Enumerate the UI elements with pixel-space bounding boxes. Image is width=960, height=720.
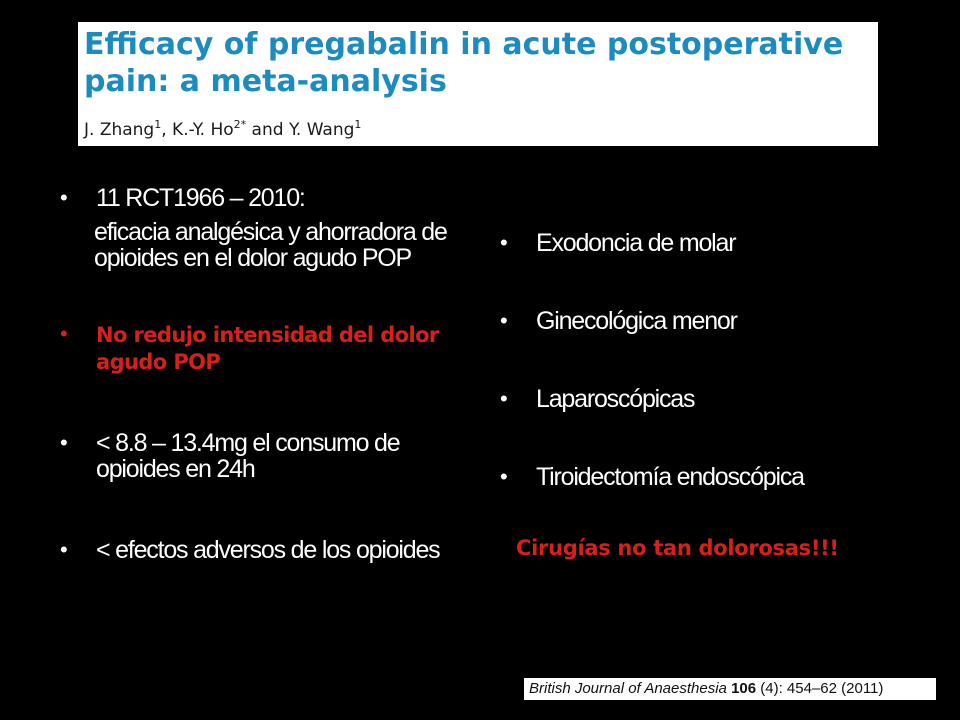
bullet-icon: • — [60, 537, 67, 562]
list-item — [60, 219, 460, 271]
author-affiliation: 1 — [354, 118, 362, 131]
list-item-text: No redujo intensidad del dolor agudo POP — [96, 323, 439, 374]
list-item-text: Ginecológica menor — [536, 307, 737, 335]
list-item — [60, 185, 460, 211]
author-separator: , — [161, 120, 173, 140]
list-item — [500, 308, 920, 334]
list-item-text: Laparoscópicas — [536, 385, 695, 413]
list-item — [500, 386, 920, 412]
bullet-icon: • — [500, 308, 507, 333]
author-affiliation: 1 — [154, 118, 162, 131]
bullet-icon: • — [60, 321, 67, 346]
list-item — [500, 464, 920, 490]
citation-journal: British Journal of Anaesthesia — [529, 680, 727, 697]
article-authors — [84, 120, 361, 140]
list-item — [60, 321, 460, 375]
author-name: Y. Wang — [288, 120, 355, 140]
citation — [524, 678, 936, 700]
list-item-text: < efectos adversos de los opioides — [96, 536, 440, 564]
author-name: J. Zhang — [84, 120, 155, 140]
list-item-text: 11 RCT1966 – 2010: — [96, 184, 305, 212]
list-item-text: < 8.8 – 13.4mg el consumo de opioides en 24h — [96, 429, 400, 483]
right-bullet-list — [500, 230, 920, 490]
callout-text: Cirugías no tan dolorosas!!! — [516, 536, 839, 560]
article-title: Efficacy of pregabalin in acute postoperative pain: a meta-analysis — [84, 27, 844, 99]
citation-issue: (4): 454–62 (2011) — [756, 680, 884, 697]
bullet-icon: • — [60, 185, 67, 210]
author-separator: and — [246, 120, 289, 140]
list-item-text: Exodoncia de molar — [536, 229, 736, 257]
list-item — [60, 537, 460, 563]
bullet-icon: • — [60, 430, 67, 455]
article-header-image — [78, 22, 878, 146]
bullet-icon: • — [500, 464, 507, 489]
list-item-text: eficacia analgésica y ahorradora de opioides en el dolor agudo POP — [94, 218, 447, 272]
left-bullet-list — [60, 185, 460, 563]
list-item — [60, 430, 460, 482]
list-item-text: Tiroidectomía endoscópica — [536, 463, 804, 491]
author-name: K.-Y. Ho — [172, 120, 234, 140]
citation-volume: 106 — [731, 680, 757, 697]
bullet-icon: • — [500, 230, 507, 255]
list-item — [500, 230, 920, 256]
author-affiliation: 2* — [233, 118, 247, 131]
bullet-icon: • — [500, 386, 507, 411]
